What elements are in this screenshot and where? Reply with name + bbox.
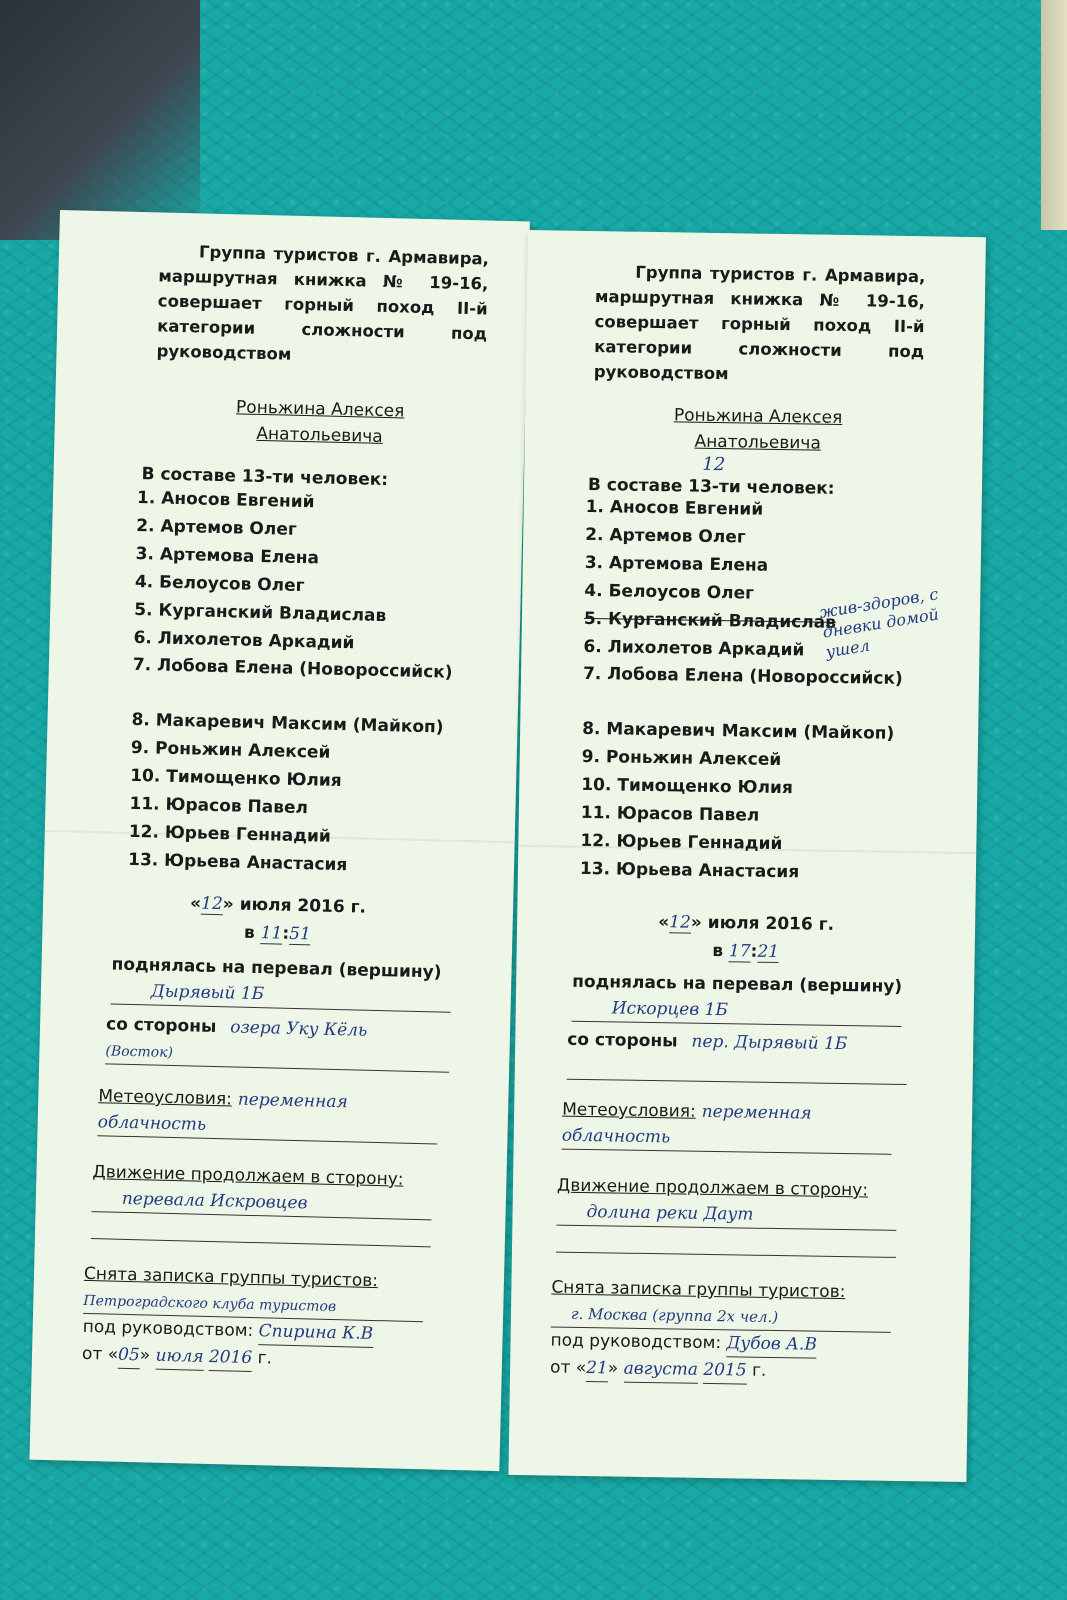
side-value: пер. Дырявый 1Б (691, 1031, 848, 1055)
side-field (105, 1011, 450, 1072)
list-item: 11. Юрасов Павел (129, 793, 309, 819)
note-date-mid: » (607, 1358, 619, 1379)
note-date-year: 2016 (209, 1344, 253, 1372)
list-item: 3. Артемова Елена (135, 543, 320, 569)
side-field (567, 1027, 908, 1085)
note-date-prefix: от « (81, 1343, 119, 1365)
note-date-year: 2015 (703, 1357, 747, 1385)
list-item: 11. Юрасов Павел (580, 802, 760, 826)
direction-value: перевала Искровцев (121, 1188, 308, 1214)
weather-field (562, 1097, 893, 1155)
reached-value: Дырявый 1Б (150, 981, 265, 1005)
note-leader-label: под руководством: (550, 1330, 722, 1354)
list-item: 9. Роньжин Алексей (581, 746, 782, 771)
note-date-month: июля (155, 1343, 204, 1371)
time-hour: 11 (260, 923, 283, 944)
direction-field (556, 1173, 897, 1258)
time-prefix: в (712, 940, 724, 962)
list-item: 7. Лобова Елена (Новороссийск) (582, 663, 903, 689)
note-label: Снята записка группы туристов: (83, 1263, 379, 1292)
list-item: 3. Артемова Елена (584, 552, 769, 576)
time-line (42, 918, 512, 950)
leader-line-1: Роньжина Алексея (673, 405, 843, 428)
note-date-mid: » (139, 1345, 151, 1366)
reached-label: поднялась на перевал (вершину) (572, 971, 903, 997)
members-count-correction: 12 (702, 453, 726, 476)
list-item: 10. Тимощенко Юлия (129, 765, 342, 792)
weather-label: Метеоусловия: (98, 1086, 233, 1110)
note-leader-label: под руководством: (82, 1316, 254, 1342)
date-rest: » июля 2016 г. (222, 894, 367, 918)
note-label: Снята записка группы туристов: (551, 1277, 846, 1303)
members-title: В составе 13-ти человек: (141, 464, 389, 491)
list-item: 8. Макаревич Максим (Майкоп) (582, 718, 895, 744)
members-list (580, 493, 926, 888)
note-field (550, 1274, 892, 1386)
direction-label: Движение продолжаем в сторону: (92, 1162, 404, 1190)
list-item: 1. Аносов Евгений (136, 487, 315, 513)
note-date-day: 05 (118, 1342, 140, 1370)
left-note-sheet (29, 210, 529, 1471)
intro-text: Группа туристов г. Армавира, маршрутная книжка № 19-16, совершает горный поход II-й категории сложности под руководством (593, 262, 926, 384)
reached-field (111, 951, 452, 1012)
list-item: 12. Юрьев Геннадий (580, 830, 783, 855)
side-label: со стороны (105, 1014, 217, 1038)
time-minute: 51 (288, 923, 312, 945)
date-line (43, 890, 513, 922)
list-item: 5. Курганский Владислав (134, 599, 387, 627)
background-edge (1041, 0, 1067, 230)
reached-value: Искорцев 1Б (611, 998, 729, 1021)
time-sep: : (282, 923, 290, 944)
side-value: озера Уку Кёль (230, 1017, 368, 1041)
weather-field (97, 1083, 438, 1144)
direction-field (91, 1159, 433, 1247)
list-item: 4. Белоусов Олег (134, 571, 305, 597)
time-prefix: в (243, 922, 256, 943)
list-item-struck: 5. Курганский Владислав (583, 608, 837, 633)
weather-value: переменная (237, 1089, 348, 1113)
note-value: Петроградского клуба туристов (83, 1292, 337, 1316)
time-sep: : (750, 941, 758, 962)
list-item: 1. Аносов Евгений (585, 496, 764, 520)
leader-name (593, 401, 924, 458)
leader-name (154, 392, 485, 452)
leader-line-1: Роньжина Алексея (235, 397, 405, 422)
list-item: 7. Лобова Елена (Новороссийск) (132, 654, 453, 683)
date-day: 12 (200, 893, 224, 915)
list-item: 12. Юрьев Геннадий (128, 821, 332, 847)
direction-value: долина реки Даут (586, 1202, 754, 1225)
list-item: 9. Роньжин Алексей (130, 737, 331, 763)
list-item: 13. Юрьева Анастасия (127, 849, 348, 876)
date-open: « (658, 912, 670, 933)
reached-label: поднялась на перевал (вершину) (111, 954, 442, 983)
list-item: 8. Макаревич Максим (Майкоп) (131, 709, 444, 738)
note-field (82, 1261, 425, 1376)
note-date-suffix: г. (751, 1360, 767, 1381)
weather-value-2: облачность (561, 1125, 671, 1148)
leader-line-2: Анатольевича (694, 431, 822, 454)
reached-field (572, 969, 903, 1027)
list-item: 2. Артемов Олег (585, 524, 746, 548)
date-line (517, 910, 975, 938)
list-item: 2. Артемов Олег (136, 515, 297, 540)
list-item: 6. Лихолетов Аркадий (133, 627, 355, 654)
time-minute: 21 (757, 941, 780, 963)
member-5-handwritten-note: жив-здоров, с дневки домой ушел (818, 584, 941, 662)
list-item: 4. Белоусов Олег (584, 580, 755, 604)
members-title: В составе 13-ти человек: (587, 474, 835, 499)
members-list (128, 484, 487, 882)
note-date-suffix: г. (257, 1348, 273, 1369)
side-label: со стороны (567, 1029, 678, 1052)
note-leader-value: Спирина К.В (258, 1318, 373, 1348)
background-shadow (0, 0, 200, 240)
note-leader-value: Дубов А.В (726, 1330, 817, 1358)
date-rest: » июля 2016 г. (690, 912, 835, 935)
time-hour: 17 (728, 941, 751, 962)
side-value-2: (Восток) (105, 1043, 174, 1062)
note-date-day: 21 (586, 1355, 608, 1382)
time-line (517, 938, 975, 966)
note-date-month: августа (623, 1356, 698, 1384)
date-open: « (189, 893, 202, 914)
list-item: 6. Лихолетов Аркадий (583, 636, 805, 661)
list-item: 13. Юрьева Анастасия (579, 858, 800, 883)
leader-line-2: Анатольевича (256, 423, 383, 447)
weather-value: переменная (701, 1101, 812, 1124)
weather-label: Метеоусловия: (562, 1099, 696, 1122)
weather-value-2: облачность (97, 1112, 207, 1135)
intro-text: Группа туристов г. Армавира, маршрутная книжка № 19-16, совершает горный поход II-й категории сложности под руководством (156, 242, 490, 364)
date-day: 12 (669, 912, 692, 933)
direction-label: Движение продолжаем в сторону: (556, 1175, 869, 1201)
right-note-sheet (508, 230, 985, 1482)
note-date-prefix: от « (549, 1357, 587, 1379)
note-value: г. Москва (группа 2х чел.) (570, 1304, 779, 1327)
list-item: 10. Тимощенко Юлия (581, 774, 793, 799)
